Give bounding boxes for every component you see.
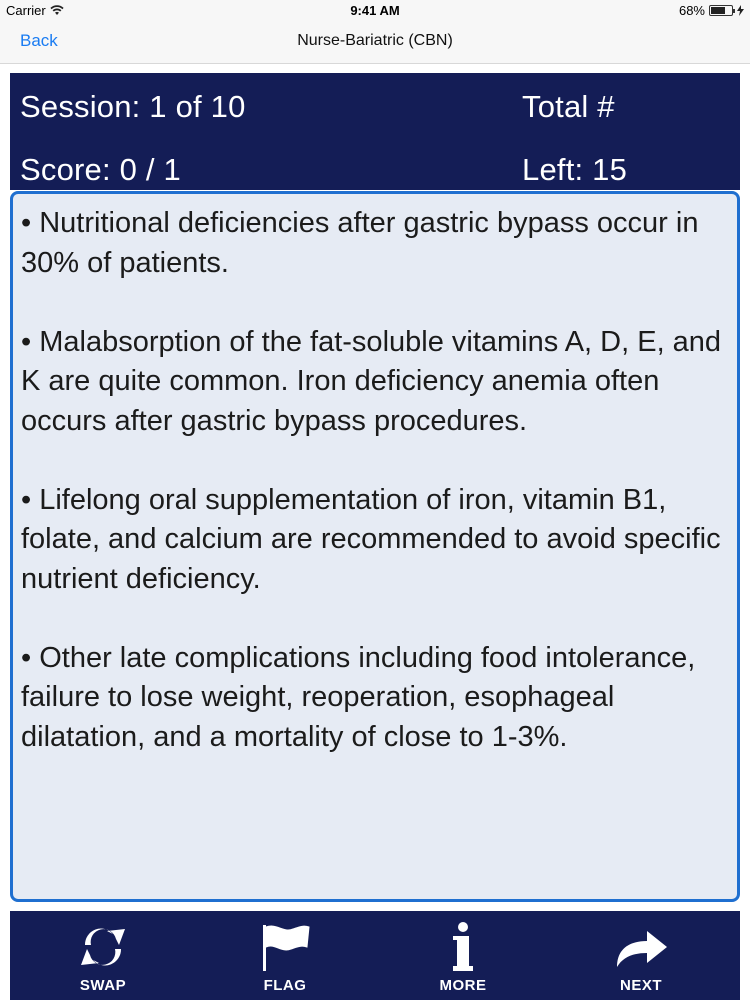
bullet-item: • Nutritional deficiencies after gastric bypass occur in 30% of patients.	[21, 207, 699, 279]
status-bar	[0, 0, 750, 22]
next-label: NEXT	[619, 977, 662, 994]
bullet-item: • Other late complications including food intolerance, failure to lose weight, reoperation, esophageal dilatation, and a mortality of close to 1-3%.	[21, 641, 696, 753]
more-button[interactable]	[388, 911, 538, 1000]
status-time: 9:41 AM	[350, 3, 400, 18]
battery-icon	[709, 5, 733, 16]
nav-title: Nurse-Bariatric (CBN)	[297, 32, 453, 49]
nav-bar	[0, 22, 750, 64]
bottom-toolbar	[10, 911, 740, 1000]
bullet-item: • Lifelong oral supplementation of iron, vitamin B1, folate, and calcium are recommended to avoid specific nutrient deficiency.	[21, 483, 721, 595]
swap-icon	[75, 921, 131, 973]
flag-icon	[257, 921, 313, 973]
flag-button[interactable]	[210, 911, 360, 1000]
score-panel	[10, 73, 740, 190]
total-label: Total #	[522, 89, 615, 124]
swap-label: SWAP	[79, 977, 127, 994]
info-icon	[435, 921, 491, 973]
arrow-right-icon	[613, 921, 669, 973]
flag-label: FLAG	[263, 977, 307, 994]
swap-button[interactable]	[28, 911, 178, 1000]
status-right	[679, 3, 744, 18]
score-label: Score: 0 / 1	[20, 152, 181, 187]
answer-content[interactable]	[10, 191, 740, 902]
left-count-label: Left: 15	[522, 152, 628, 187]
back-button[interactable]: Back	[20, 31, 58, 50]
session-label: Session: 1 of 10	[20, 89, 246, 124]
carrier-label: Carrier	[6, 3, 46, 18]
battery-fill	[711, 7, 725, 14]
next-button[interactable]	[566, 911, 716, 1000]
charging-icon	[737, 5, 744, 16]
bullet-item: • Malabsorption of the fat-soluble vitamins A, D, E, and K are quite common. Iron deficiency anemia often occurs after gastric bypass procedures.	[21, 325, 722, 437]
battery-percent: 68%	[678, 3, 705, 18]
more-label: MORE	[439, 977, 487, 994]
